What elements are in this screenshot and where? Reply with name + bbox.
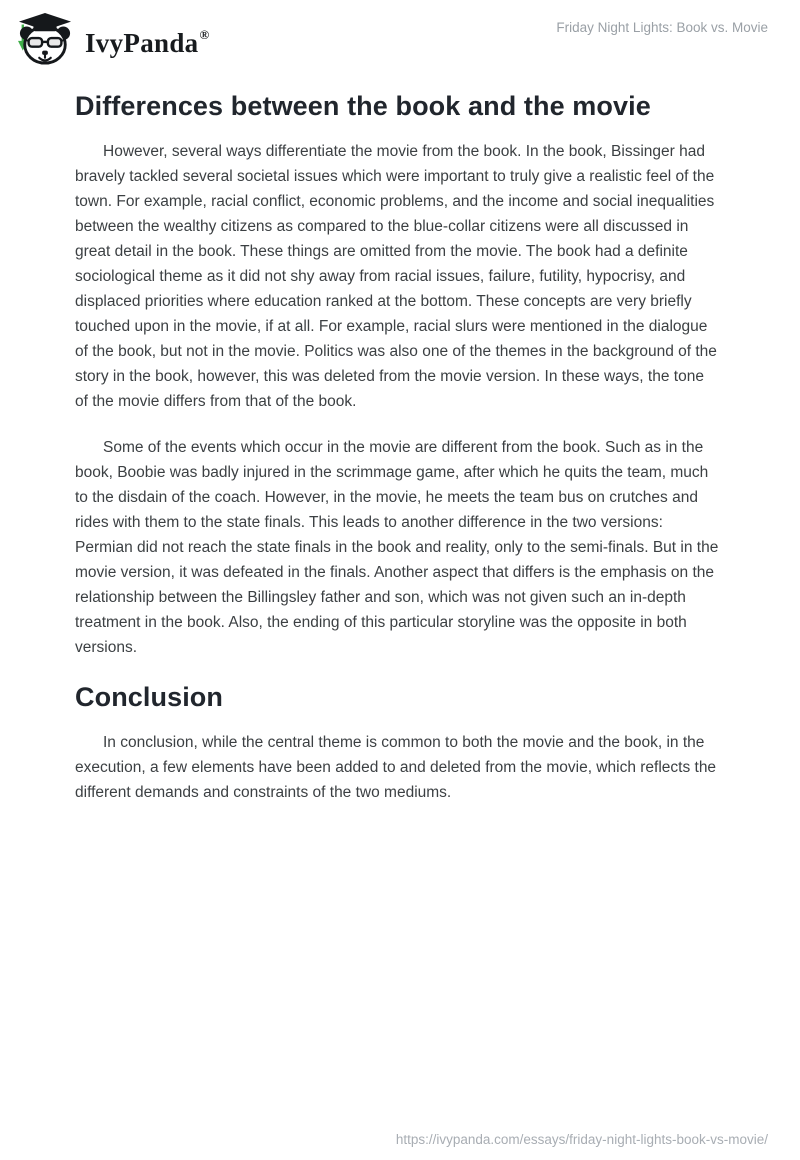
print-header-title: Friday Night Lights: Book vs. Movie	[556, 20, 768, 35]
section-heading-conclusion: Conclusion	[75, 682, 223, 712]
brand-name: IvyPanda	[85, 28, 199, 58]
essay-paragraph: However, several ways differentiate the movie from the book. In the book, Bissinger had bravely tackled several societal issues which were important to truly give a realistic feel of the town. For example, racial conflict, economic problems, and the income and social inequalities between the wealthy citizens as compared to the blue-collar citizens were all discussed in great detail in the book. These things are omitted from the movie. The book had a definite sociological theme as it did not shy away from racial issues, failure, futility, hypocrisy, and displaced priorities where education ranked at the bottom. These concepts are very briefly touched upon in the movie, if at all. For example, racial slurs were mentioned in the dialogue of the book, but not in the movie. Politics was also one of the themes in the background of the story in the book, however, this was deleted from the movie version. In these ways, the tone of the movie differs from that of the book.	[75, 143, 717, 410]
essay-paragraph: Some of the events which occur in the movie are different from the book. Such as in the book, Boobie was badly injured in the scrimmage game, after which he quits the team, much to the disdain of the coach. However, in the movie, he meets the team bus on crutches and rides with them to the state finals. This leads to another difference in the two versions: Permian did not reach the state finals in the book and reality, only to the semi-finals. But in the movie version, it was defeated in the finals. Another aspect that differs is the emphasis on the relationship between the Billingsley father and son, which was not given such an in-depth treatment in the book. Also, the ending of this particular storyline was the opposite in both versions.	[75, 439, 719, 656]
panda-graduate-icon	[14, 12, 76, 66]
essay-content	[0, 66, 800, 805]
registered-trademark: ®	[199, 27, 210, 42]
section-heading-differences: Differences between the book and the movie	[75, 91, 651, 121]
print-header	[0, 0, 800, 66]
print-footer-url: https://ivypanda.com/essays/friday-night-lights-book-vs-movie/	[395, 1132, 768, 1147]
essay-paragraph: In conclusion, while the central theme is common to both the movie and the book, in the execution, a few elements have been added to and deleted from the movie, which reflects the different demands and constraints of the two mediums.	[75, 734, 717, 801]
ivypanda-logo	[14, 8, 209, 70]
brand-wordmark	[85, 8, 209, 70]
